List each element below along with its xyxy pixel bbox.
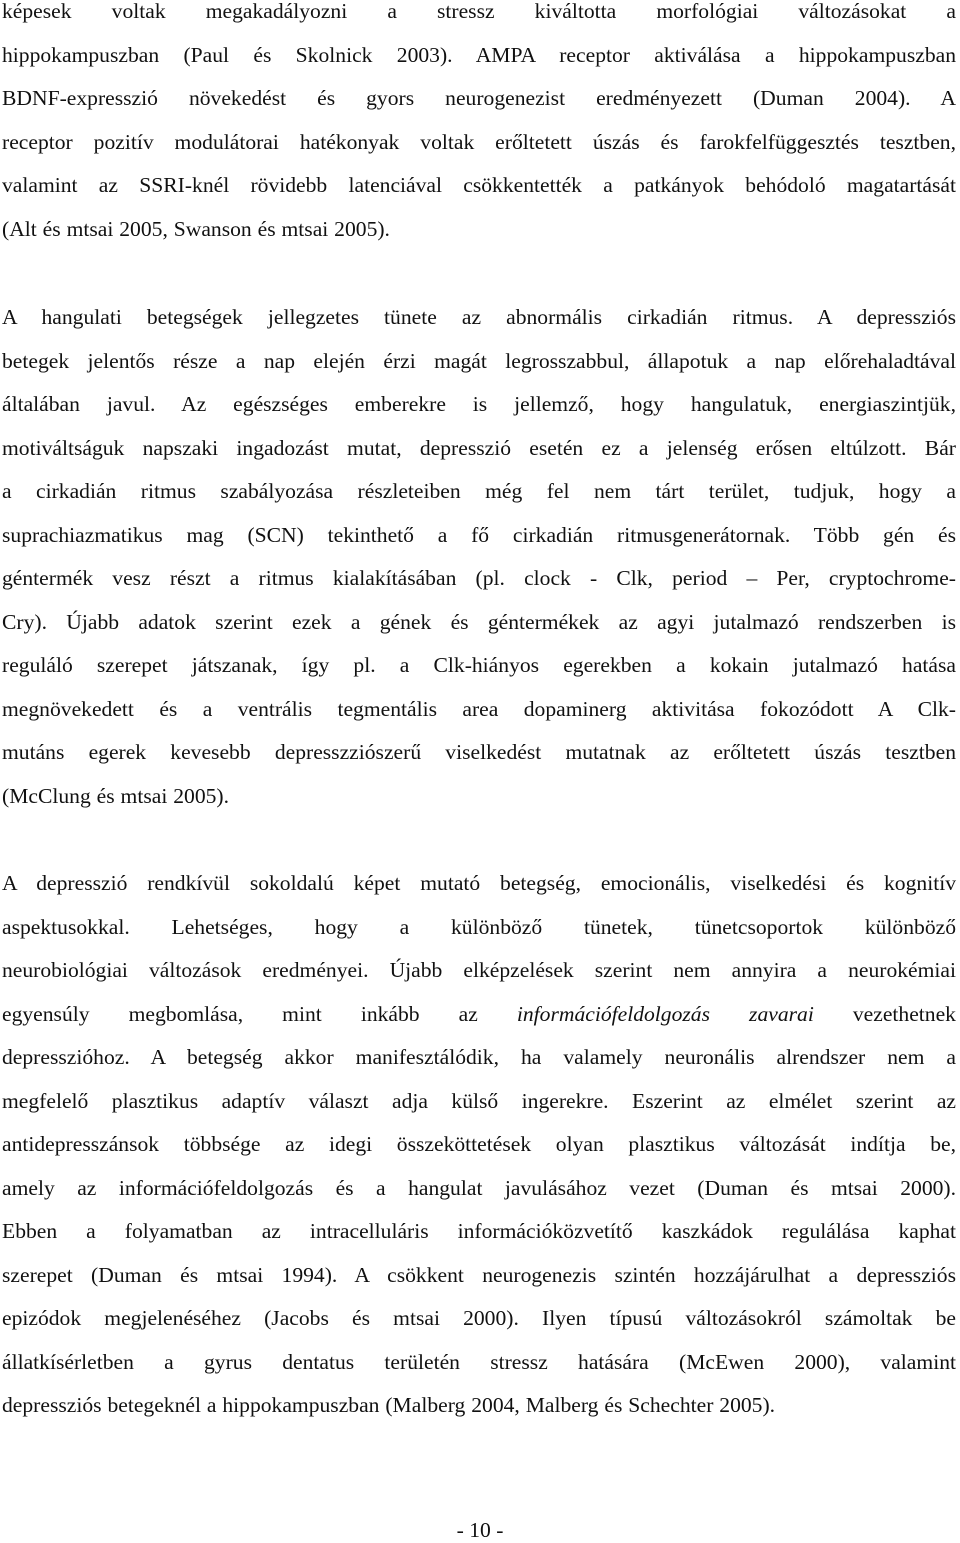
text-line: depresszióhoz. A betegség akkor manifesztálódik, ha valamely neuronális alrendszer nem a	[2, 1045, 956, 1069]
text-line: szerepet (Duman és mtsai 1994). A csökkent neurogenezis szintén hozzájárulhat a depressziós	[2, 1262, 956, 1287]
text-line: megnövekedett és a ventrális tegmentális area dopaminerg aktivitása fokozódott A Clk-	[2, 696, 956, 721]
text-line: epizódok megjelenéséhez (Jacobs és mtsai 2000). Ilyen típusú változásokról számoltak be	[2, 1306, 956, 1330]
paragraph-1	[2, 0, 956, 251]
text-line: BDNF-expresszió növekedést és gyors neurogenezist eredményezett (Duman 2004). A	[2, 86, 956, 110]
text-line: a cirkadián ritmus szabályozása részleteiben még fel nem tárt terület, tudjuk, hogy a	[2, 479, 956, 503]
text-line: általában javul. Az egészséges emberekre is jellemző, hogy hangulatuk, energiaszintjük,	[2, 392, 956, 416]
text-line: suprachiazmatikus mag (SCN) tekinthető a fő cirkadián ritmusgenerátornak. Több gén és	[2, 522, 956, 547]
text-line: Ebben a folyamatban az intracelluláris információközvetítő kaszkádok regulálása kaphat	[2, 1219, 956, 1243]
paragraph-3	[2, 862, 956, 1428]
text-line: (McClung és mtsai 2005).	[2, 783, 230, 808]
text-line: géntermék vesz részt a ritmus kialakításában (pl. clock - Clk, period – Per, cryptochrome-	[2, 566, 956, 590]
text-line: reguláló szerepet játszanak, így pl. a Clk-hiányos egerekben a kokain jutalmazó hatása	[2, 653, 956, 677]
italic-phrase: információfeldolgozás zavarai	[516, 1001, 814, 1026]
page-number: - 10 -	[456, 1518, 504, 1542]
paragraph-2	[2, 296, 956, 818]
text-line: mutáns egerek kevesebb depresszziószerű viselkedést mutatnak az erőltetett úszás tesztben	[2, 740, 956, 764]
text-segment: egyensúly megbomlása, mint inkább az	[2, 1001, 517, 1026]
text-line-with-italic	[2, 993, 956, 1037]
text-line: A hangulati betegségek jellegzetes tünete az abnormális cirkadián ritmus. A depressziós	[2, 305, 956, 329]
text-line: képesek voltak megakadályozni a stressz kiváltotta morfológiai változásokat a	[2, 0, 956, 23]
text-line: antidepresszánsok többsége az idegi összeköttetések olyan plasztikus változását indítja be,	[2, 1132, 956, 1156]
text-line: valamint az SSRI-knél rövidebb latenciával csökkentették a patkányok behódoló magatartását	[2, 173, 956, 197]
text-line: Cry). Újabb adatok szerint ezek a gének és géntermékek az agyi jutalmazó rendszerben is	[2, 609, 956, 634]
text-line: neurobiológiai változások eredményei. Újabb elképzelések szerint nem annyira a neurokémiai	[2, 958, 956, 982]
text-line: depressziós betegeknél a hippokampuszban (Malberg 2004, Malberg és Schechter 2005).	[2, 1393, 776, 1417]
text-line: A depresszió rendkívül sokoldalú képet mutató betegség, emocionális, viselkedési és kognitív	[2, 871, 956, 895]
text-line: megfelelő plasztikus adaptív választ adja külső ingerekre. Eszerint az elmélet szerint az	[2, 1088, 956, 1113]
text-line: betegek jelentős része a nap elején érzi magát legrosszabbul, állapotuk a nap előrehaladtával	[2, 348, 956, 373]
text-line: amely az információfeldolgozás és a hangulat javulásához vezet (Duman és mtsai 2000).	[2, 1175, 956, 1200]
text-line: állatkísérletben a gyrus dentatus területén stressz hatására (McEwen 2000), valamint	[2, 1349, 956, 1374]
text-segment: vezethetnek	[813, 1001, 956, 1026]
text-line: hippokampuszban (Paul és Skolnick 2003). AMPA receptor aktiválása a hippokampuszban	[2, 42, 956, 67]
text-line: (Alt és mtsai 2005, Swanson és mtsai 2005).	[2, 216, 390, 241]
text-line: aspektusokkal. Lehetséges, hogy a különböző tünetek, tünetcsoportok különböző	[2, 914, 956, 939]
text-line: motiváltságuk napszaki ingadozást mutat, depresszió esetén ez a jelenség erősen eltúlzott. Bár	[2, 435, 956, 460]
text-line: receptor pozitív modulátorai hatékonyak voltak erőltetett úszás és farokfelfüggesztés tesztben,	[2, 129, 956, 154]
